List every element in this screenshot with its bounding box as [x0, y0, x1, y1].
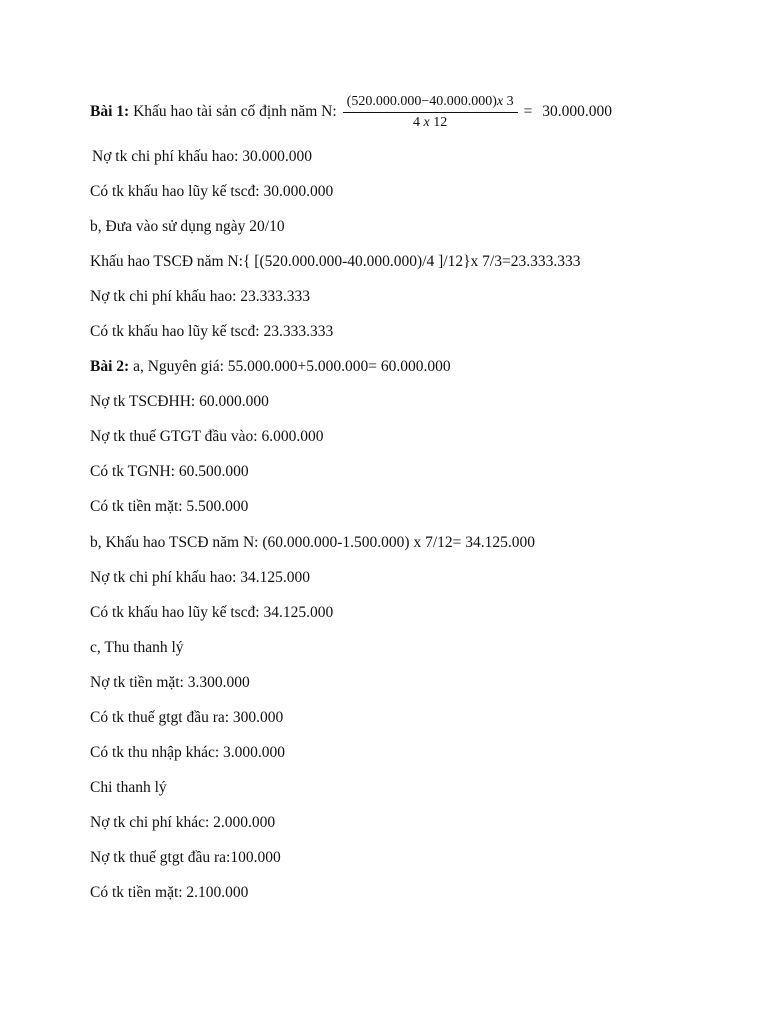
bai2-line-7: Có tk khấu hao lũy kế tscđ: 34.125.000 [90, 604, 334, 621]
fraction-numerator: (520.000.000−40.000.000)x 3 [343, 94, 518, 113]
bai2-line-6: Nợ tk chi phí khấu hao: 34.125.000 [90, 569, 311, 586]
bai1-line-3: b, Đưa vào sử dụng ngày 20/10 [90, 218, 285, 235]
fraction-denominator: 4 x 12 [413, 114, 448, 130]
bai1-line-4: Khấu hao TSCĐ năm N:{ [(520.000.000-40.000.000)/4 ]/12}x 7/3=23.333.333 [90, 253, 581, 270]
bai2-line-13: Nợ tk chi phí khác: 2.000.000 [90, 814, 276, 831]
bai2-line-2: Nợ tk thuế GTGT đầu vào: 6.000.000 [90, 428, 324, 445]
bai2-line-11: Có tk thu nhập khác: 3.000.000 [90, 744, 286, 761]
bai1-line-1: Nợ tk chi phí khấu hao: 30.000.000 [92, 148, 313, 165]
bai1-result: 30.000.000 [542, 103, 612, 120]
bai2-line-5: b, Khấu hao TSCĐ năm N: (60.000.000-1.500.000) x 7/12= 34.125.000 [90, 534, 536, 551]
bai2-first-line: a, Nguyên giá: 55.000.000+5.000.000= 60.000.000 [129, 358, 451, 375]
bai1-formula-line [90, 92, 612, 132]
bai1-formula-prefix: Khấu hao tài sản cố định năm N: [133, 103, 337, 120]
bai2-line-12: Chi thanh lý [90, 779, 167, 796]
bai2-line-3: Có tk TGNH: 60.500.000 [90, 463, 249, 480]
equals-sign: = [523, 103, 533, 120]
bai1-label: Bài 1: [90, 103, 130, 120]
bai1-line-6: Có tk khấu hao lũy kế tscđ: 23.333.333 [90, 323, 334, 340]
bai2-line-4: Có tk tiền mặt: 5.500.000 [90, 498, 249, 515]
bai2-line-10: Có tk thuế gtgt đầu ra: 300.000 [90, 709, 284, 726]
bai2-line-8: c, Thu thanh lý [90, 639, 184, 656]
bai2-label: Bài 2: [90, 358, 130, 375]
depreciation-fraction [343, 94, 518, 131]
bai2-line-15: Có tk tiền mặt: 2.100.000 [90, 884, 249, 901]
bai1-line-5: Nợ tk chi phí khấu hao: 23.333.333 [90, 288, 311, 305]
bai2-line-1: Nợ tk TSCĐHH: 60.000.000 [90, 393, 269, 410]
bai2-heading [90, 357, 451, 377]
bai2-line-14: Nợ tk thuế gtgt đầu ra:100.000 [90, 849, 281, 866]
bai2-line-9: Nợ tk tiền mặt: 3.300.000 [90, 674, 250, 691]
bai1-line-2: Có tk khấu hao lũy kế tscđ: 30.000.000 [90, 183, 334, 200]
